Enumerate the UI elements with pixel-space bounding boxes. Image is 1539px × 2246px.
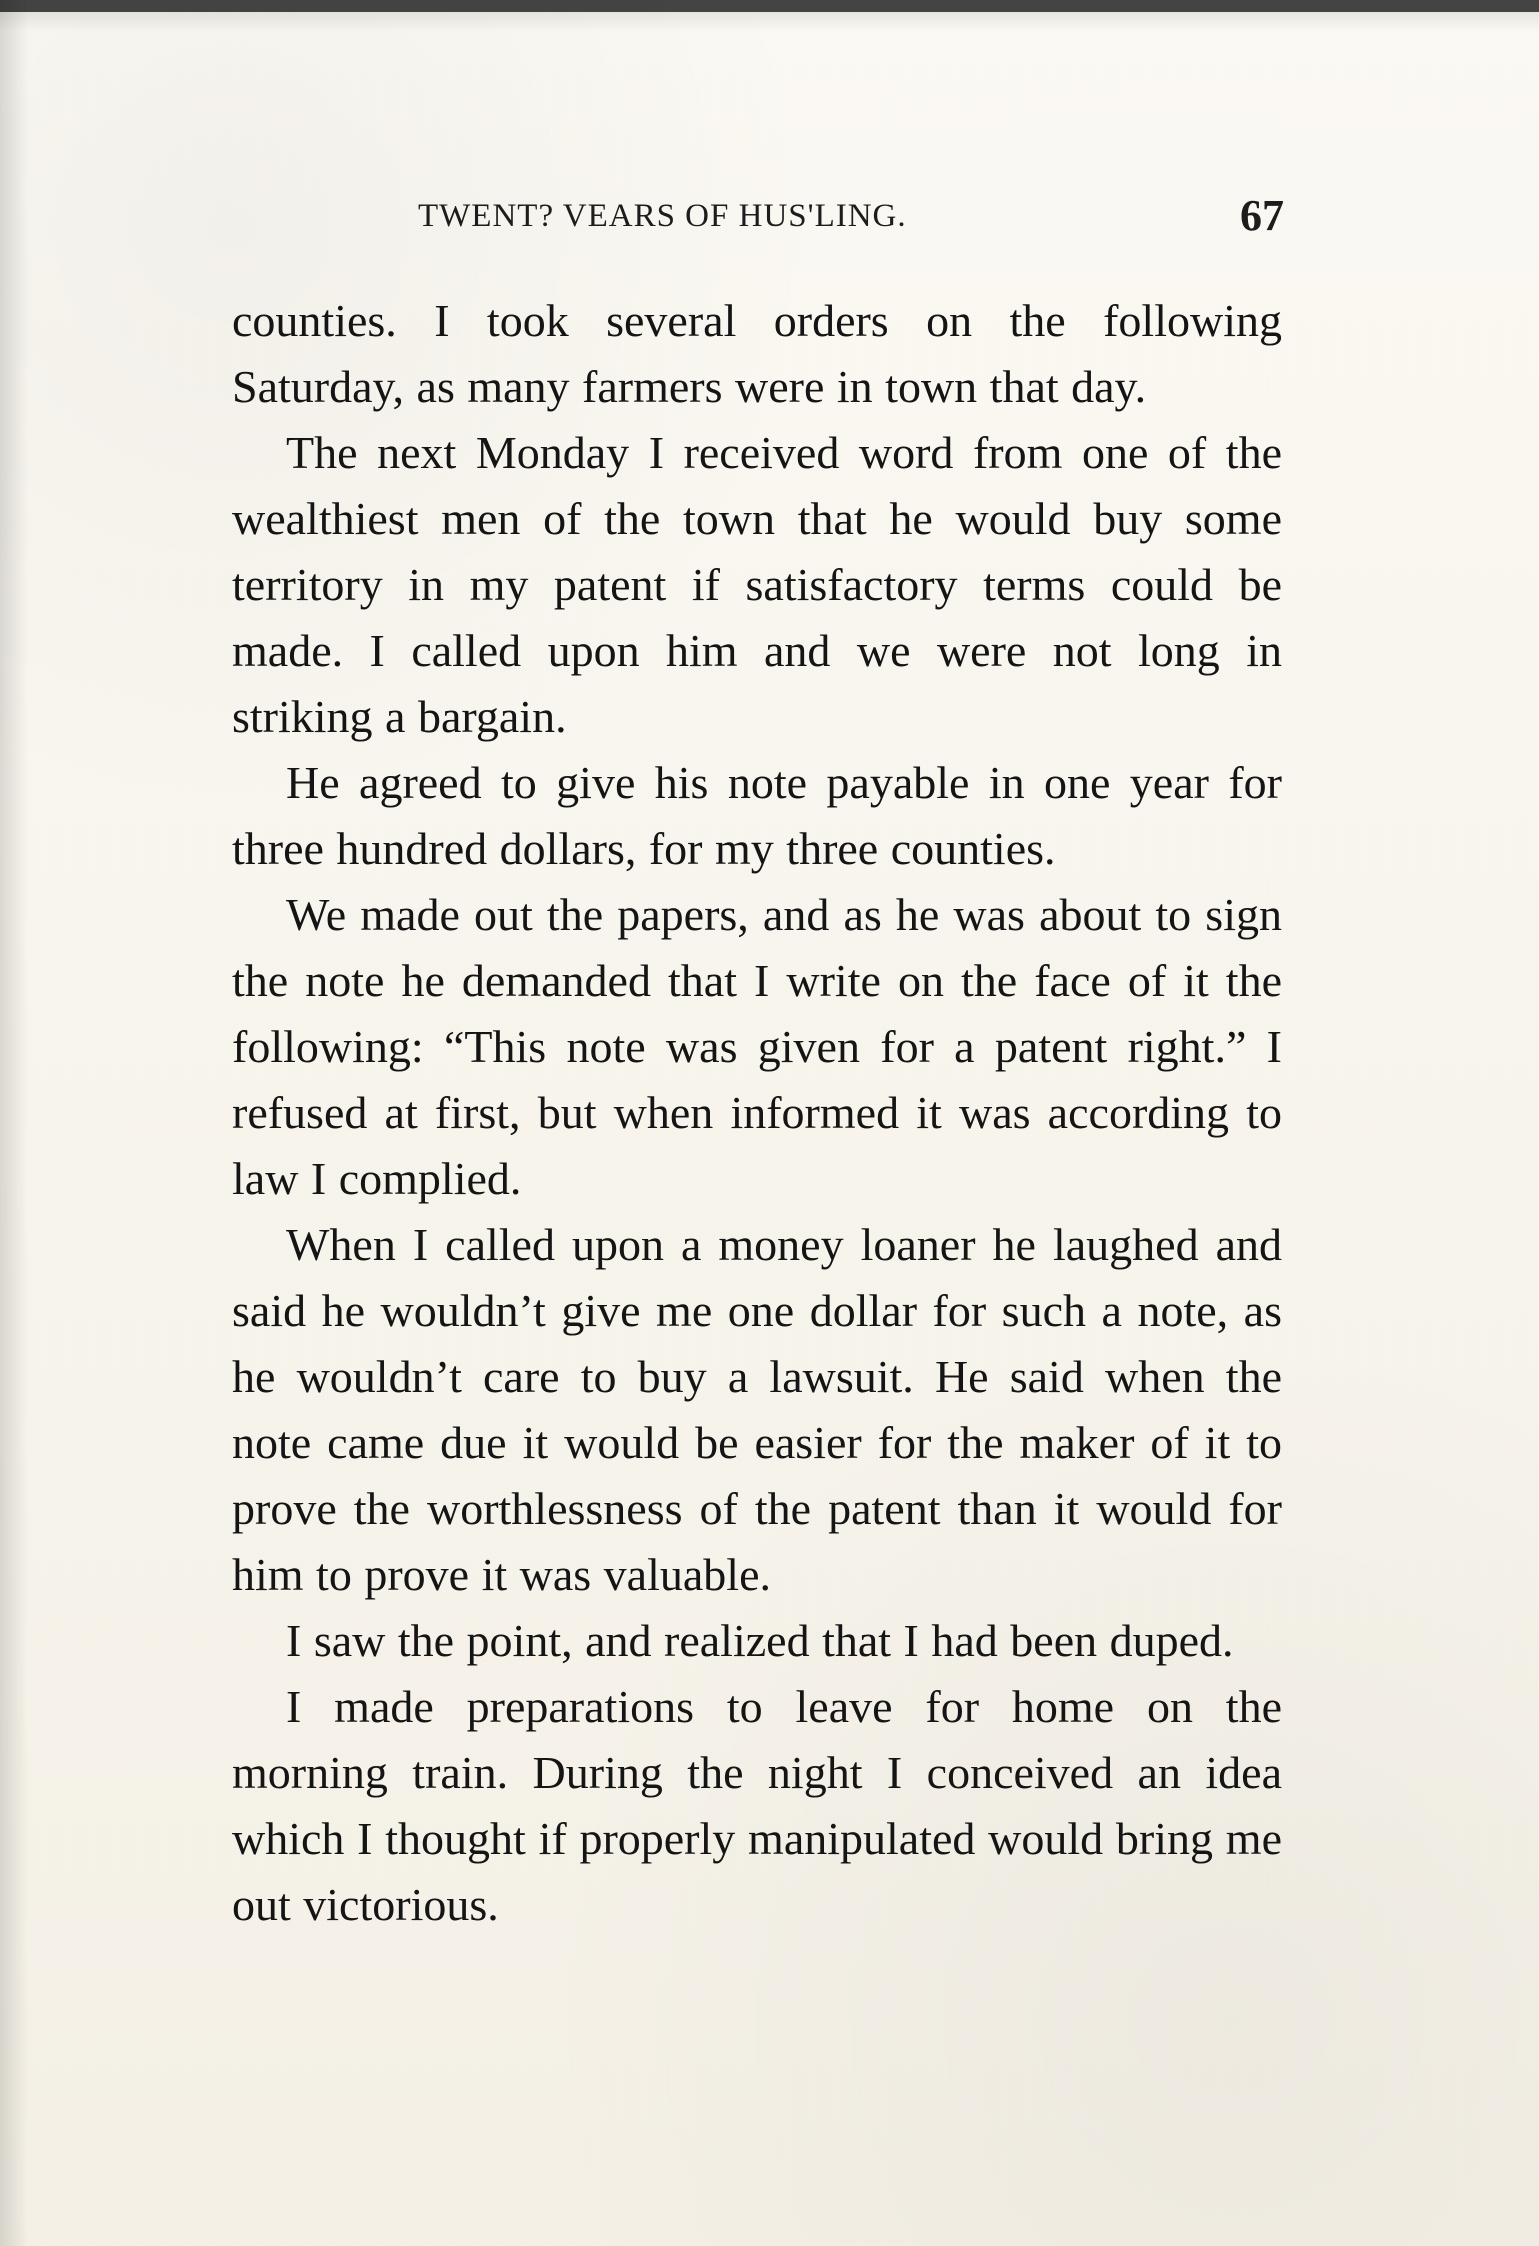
paragraph-7: I made preparations to leave for home on the morning train. During the night I conceived an idea which I thought if properly manipulated would bring me out victorious.: [232, 1681, 1282, 1930]
paragraph-5: When I called upon a money loaner he laughed and said he wouldn’t give me one dollar for such a note, as he wouldn’t care to buy a lawsuit. He said when the note came due it would be easier for the maker of it to prove the worthlessness of the patent than it would for him to prove it was valuable.: [232, 1219, 1282, 1600]
top-scan-border: [0, 0, 1539, 12]
top-border-shadow: [0, 12, 1539, 32]
paragraph-2: The next Monday I received word from one of the wealthiest men of the town that he would buy some territory in my patent if satisfactory terms could be made. I called upon him and we were not long in striking a bargain.: [232, 427, 1282, 742]
running-head: TWENT? VEARS OF HUS'LING.: [418, 198, 907, 234]
paragraph-3: He agreed to give his note payable in one year for three hundred dollars, for my three counties.: [232, 757, 1282, 874]
page-number: 67: [1240, 191, 1284, 240]
paragraph-6: I saw the point, and realized that I had been duped.: [286, 1615, 1234, 1666]
body-text: [232, 288, 1282, 1938]
paragraph-1: counties. I took several orders on the following Saturday, as many farmers were in town that day.: [232, 295, 1282, 412]
page-header: [236, 191, 1284, 268]
paragraph-4: We made out the papers, and as he was about to sign the note he demanded that I write on the face of it the following: “This note was given for a patent right.” I refused at first, but when informed it was according to law I complied.: [232, 889, 1282, 1204]
page-left-edge: [0, 0, 28, 2246]
